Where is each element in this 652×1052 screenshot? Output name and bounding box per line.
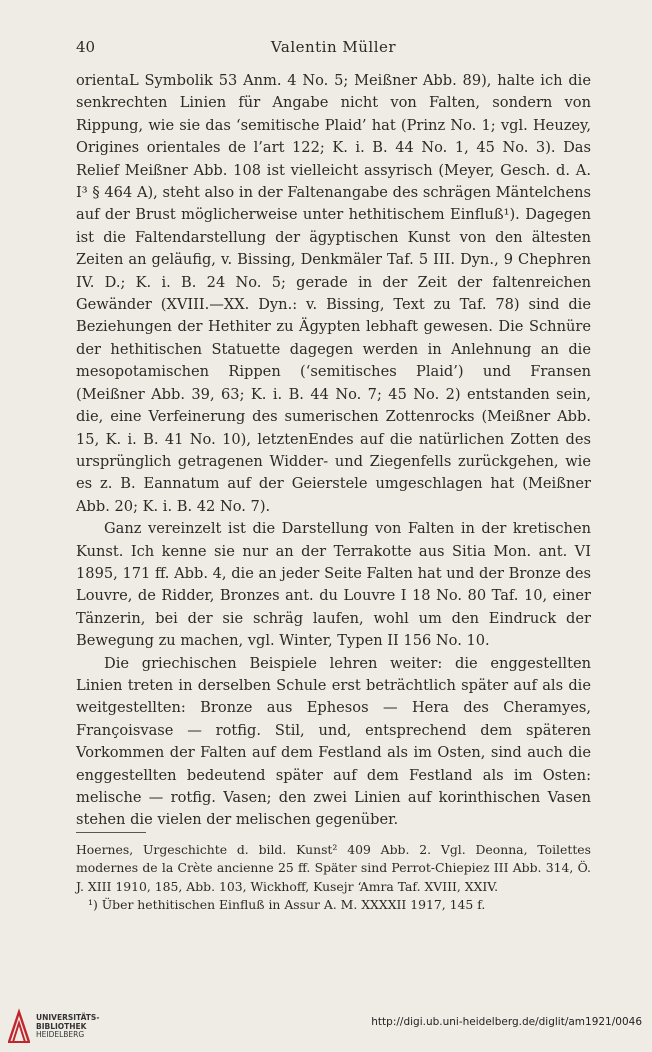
paragraph: orientaL Symbolik 53 Anm. 4 No. 5; Meißner Abb. 89), halte ich die senkrechten Linien für Angabe nicht von Falten, sondern von Rippung, wie sie das ‘semitische Plaid’ hat (Prinz No. 1; vgl. Heuzey, Origines orientales de l’art 122; K. i. B. 44 No. 1, 45 No. 3). Das Relief Meißner Abb. 108 ist vielleicht assyrisch (Meyer, Gesch. d. A. I³ § 464 A), steht also in der Faltenangabe des schrägen Mäntelchens auf der Brust möglicherweise unter hethitischem Einfluß¹). Dagegen ist die Faltendarstellung der ägyptischen Kunst von den ältesten Zeiten an geläufig, v. Bissing, Denkmäler Taf. 5 III. Dyn., 9 Chephren IV. D.; K. i. B. 24 No. 5; gerade in der Zeit der faltenreichen Gewänder (XVIII.—XX. Dyn.: v. Bissing, Text zu Taf. 78) sind die Beziehungen der Hethiter zu Ägypten lebhaft gewesen. Die Schnüre der hethitischen Statuette dagegen werden in Anlehnung an die mesopotamischen Rippen (‘semitisches Plaid’) und Fransen (Meißner Abb. 39, 63; K. i. B. 44 No. 7; 45 No. 2) entstanden sein, die, eine Verfeinerung des sumerischen Zottenrocks (Meißner Abb. 15, K. i. B. 41 No. 10), letztenEndes auf die natürlichen Zotten des ursprünglich getragenen Widder- und Ziegenfells zurückgehen, wie es z. B. Eannatum auf der Geierstele umgeschlagen hat (Meißner Abb. 20; K. i. B. 42 No. 7). (76, 72, 591, 515)
footnote-continuation: Hoernes, Urgeschichte d. bild. Kunst² 409 Abb. 2. Vgl. Deonna, Toilettes modernes de la Crète ancienne 25 ff. Später sind Perrot-Chiepiez III Abb. 314, Ö. J. XIII 1910, 185, Abb. 103, Wickhoff, Kusejr ‘Amra Taf. XVIII, XXIV. (76, 842, 591, 894)
digitization-footer (0, 1002, 652, 1052)
source-url[interactable]: http://digi.ub.uni-heidelberg.de/diglit/am1921/0046 (371, 1016, 642, 1028)
page-number: 40 (76, 38, 96, 56)
library-logo-icon (6, 1008, 32, 1046)
institution-name: UNIVERSITÄTS- BIBLIOTHEK HEIDELBERG (36, 1013, 100, 1039)
footnote-1: ¹) Über hethitischen Einfluß in Assur A. M. XXXXII 1917, 145 f. (88, 896, 486, 912)
body-text (76, 70, 591, 832)
footnotes (76, 841, 591, 914)
running-title: Valentin Müller (270, 38, 397, 56)
paragraph: Die griechischen Beispiele lehren weiter: die enggestellten Linien treten in derselben Schule erst beträchtlich später auf als die weitgestellten: Bronze aus Ephesos — Hera des Cheramyes, Françoisvase — rotfig. Stil, und, entsprechend dem späteren Vorkommen der Falten auf dem Festland als im Osten, sind auch die enggestellten bedeutend später auf dem Festland als im Osten: melische — rotfig. Vasen; den zwei Linien auf korinthischen Vasen stehen die vielen der melischen gegenüber. (76, 654, 591, 829)
page-header (76, 38, 591, 62)
footnote-separator (76, 832, 146, 833)
paragraph: Ganz vereinzelt ist die Darstellung von Falten in der kretischen Kunst. Ich kenne sie nur an der Terrakotte aus Sitia Mon. ant. VI 1895, 171 ff. Abb. 4, die an jeder Seite Falten hat und der Bronze des Louvre, de Ridder, Bronzes ant. du Louvre I 18 No. 80 Taf. 10, einer Tänzerin, bei der sie schräg laufen, wohl um den Eindruck der Bewegung zu machen, vgl. Winter, Typen II 156 No. 10. (76, 520, 591, 650)
